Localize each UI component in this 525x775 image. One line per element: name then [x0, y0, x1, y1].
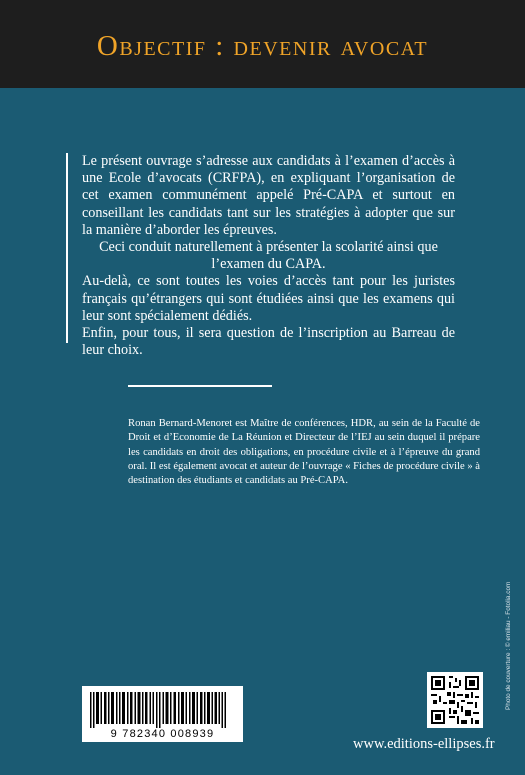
isbn-barcode: [82, 686, 243, 742]
barcode-icon: [90, 692, 235, 728]
blurb: [82, 153, 455, 359]
publisher-website: www.editions-ellipses.fr: [353, 736, 495, 752]
photo-credit: Photo de couverture : © emiliau - Fotolia.com: [505, 581, 512, 710]
blurb-paragraph-1: Le présent ouvrage s’adresse aux candidats à l’examen d’accès à une Ecole d’avocats (CRFPA), en expliquant l’organisation de cet examen communément appelé Pré-CAPA et surtout en conseillant les candidats tant sur les stratégies à adopter que sur la manière d’aborder les épreuves.: [82, 153, 455, 238]
book-title: Objectif : devenir avocat: [96, 30, 429, 62]
blurb-paragraph-3: Au-delà, ce sont toutes les voies d’accès tant pour les juristes français qu’étrangers qui sont étudiées ainsi que les examens qui leur sont spécialement dédiés.: [82, 273, 455, 324]
author-bio: Ronan Bernard-Menoret est Maître de conférences, HDR, au sein de la Faculté de Droit et d’Economie de La Réunion et Directeur de l’IEJ au sein duquel il prépare les candidats en droit des obligations, en procédure civile et à l’épreuve du grand oral. Il est également avocat et auteur de l’ouvrage « Fiches de procédure civile » à destination des étudiants et candidats au Pré-CAPA.: [128, 418, 480, 487]
section-divider: [128, 385, 272, 387]
qr-code-icon: [427, 672, 483, 728]
blurb-rule: [66, 153, 68, 343]
isbn-digits: 9 782340 008939: [110, 728, 215, 740]
qr-code: [427, 672, 483, 728]
blurb-paragraph-4: Enfin, pour tous, il sera question de l’inscription au Barreau de leur choix.: [82, 325, 455, 359]
blurb-paragraph-2: Ceci conduit naturellement à présenter la scolarité ainsi que l’examen du CAPA.: [99, 239, 438, 273]
